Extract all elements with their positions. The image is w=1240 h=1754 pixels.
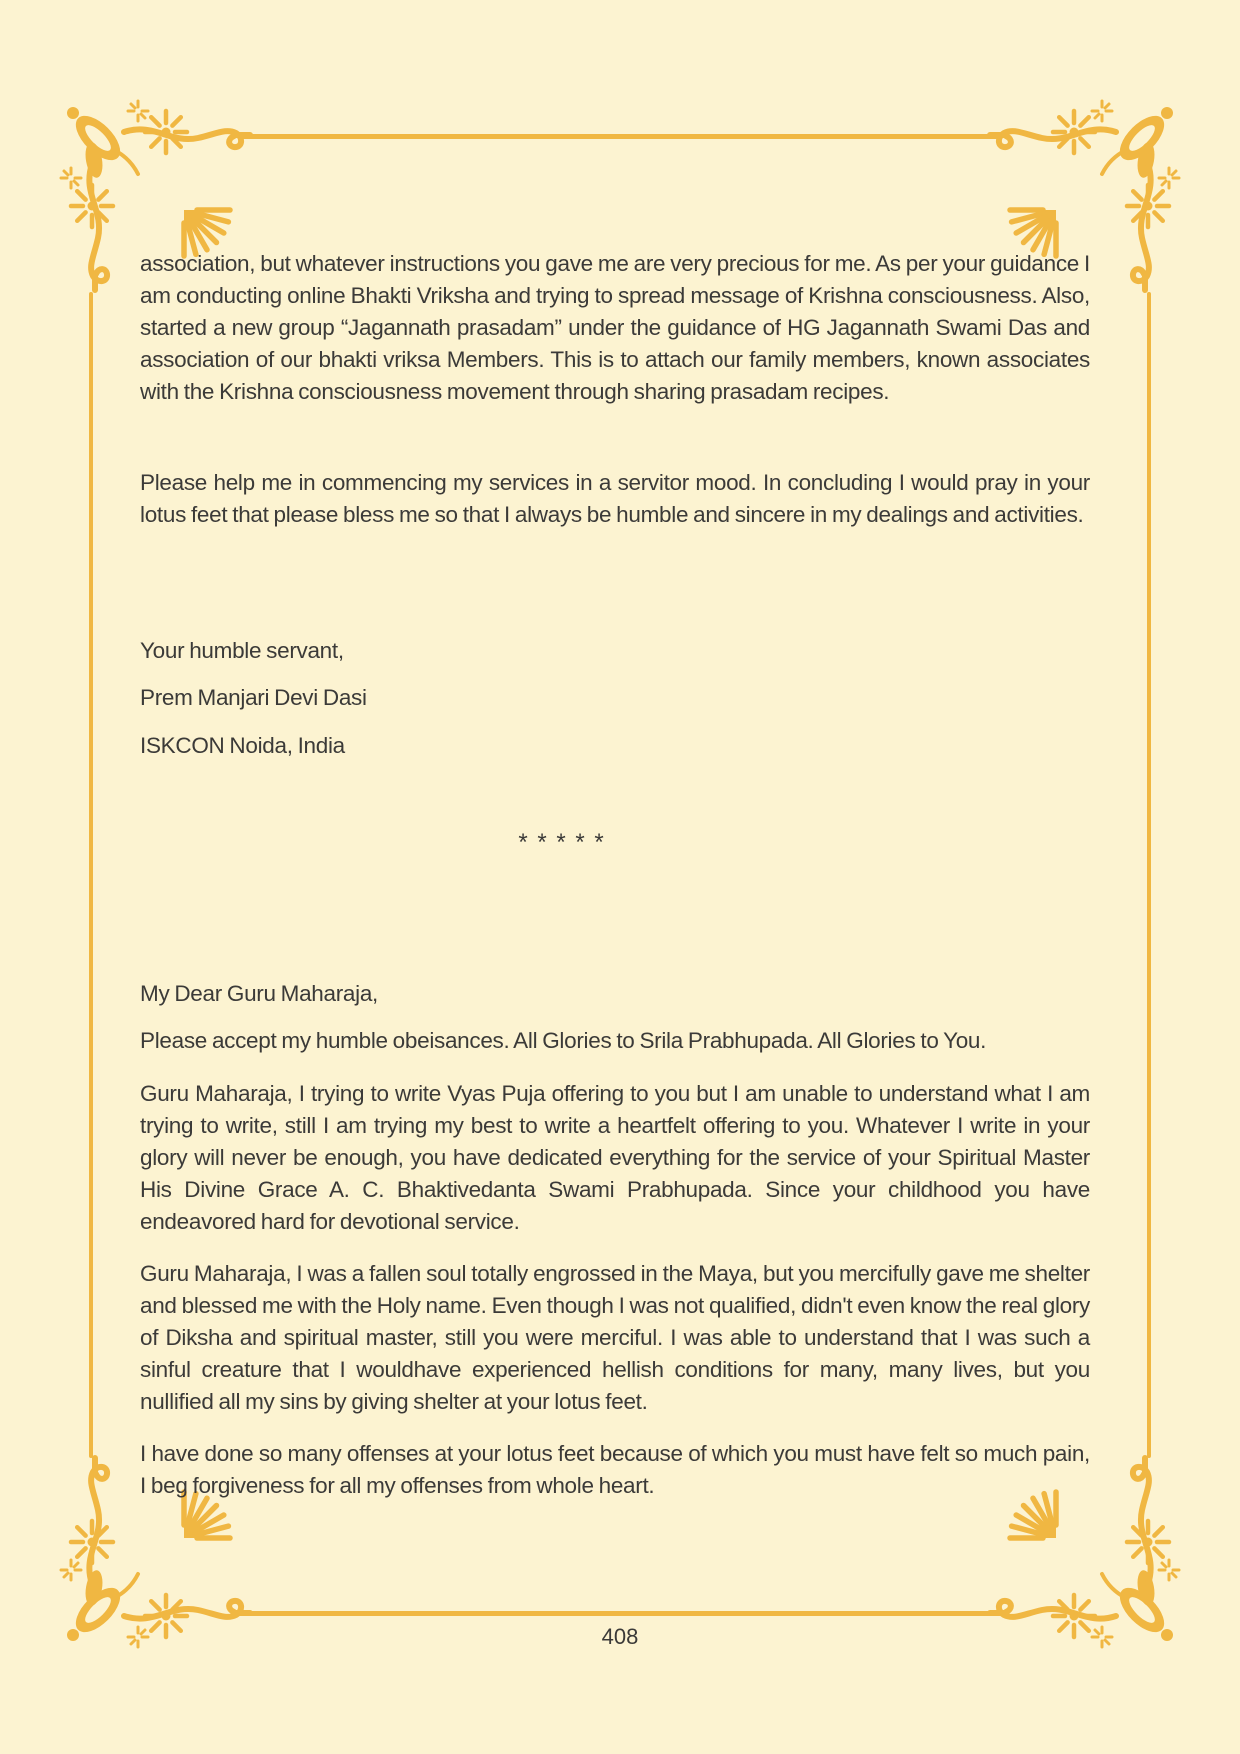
border-line-right [1147, 292, 1151, 1458]
offering-paragraph-2: Guru Maharaja, I was a fallen soul totally engrossed in the Maya, but you mercifully gave me shelter and blessed me with the Holy name. Even though I was not qualified, didn't even know the real glory of Diksha and spiritual master, still you were merciful. I was able to understand that I was such a sinful creature that I wouldhave experienced hellish conditions for many, many lives, but you nullified all my sins by giving shelter at your lotus feet. [140, 1261, 1090, 1414]
signature-closing: Your humble servant, [140, 638, 344, 663]
closing-request-paragraph: Please help me in commencing my services in a servitor mood. In concluding I would pray in your lotus feet that please bless me so that I always be humble and sincere in my dealings and activities. [140, 470, 1090, 527]
border-line-top [242, 134, 998, 139]
offering-paragraph-3: I have done so many offenses at your lotus feet because of which you must have felt so much pain, I beg forgiveness for all my offenses from whole heart. [140, 1441, 1090, 1498]
letter-salutation: My Dear Guru Maharaja, [140, 981, 378, 1006]
signature-name: Prem Manjari Devi Dasi [140, 685, 367, 710]
obeisances-paragraph: Please accept my humble obeisances. All Glories to Srila Prabhupada. All Glories to You. [140, 1028, 987, 1053]
offering-paragraph-1: Guru Maharaja, I trying to write Vyas Puja offering to you but I am unable to understand what I am trying to write, still I am trying my best to write a heartfelt offering to you. Whatever I write in your glory will never be enough, you have dedicated everything for the service of your Spiritual Master His Divine Grace A. C. Bhaktivedanta Swami Prabhupada. Since your childhood you have endeavored hard for devotional service. [140, 1081, 1090, 1234]
signature-location: ISKCON Noida, India [140, 733, 345, 758]
border-line-bottom [242, 1611, 998, 1616]
border-line-left [89, 292, 93, 1458]
section-separator: * * * * * [518, 829, 606, 856]
continuation-paragraph: association, but whatever instructions you gave me are very precious for me. As per your guidance I am conducting online Bhakti Vriksha and trying to spread message of Krishna consciousness. Also, started a new group “Jagannath prasadam” under the guidance of HG Jagannath Swami Das and association of our bhakti vriksa Members. This is to attach our family members, known associates with the Krishna consciousness movement through sharing prasadam recipes. [140, 251, 1090, 404]
page-number: 408 [601, 1624, 639, 1649]
